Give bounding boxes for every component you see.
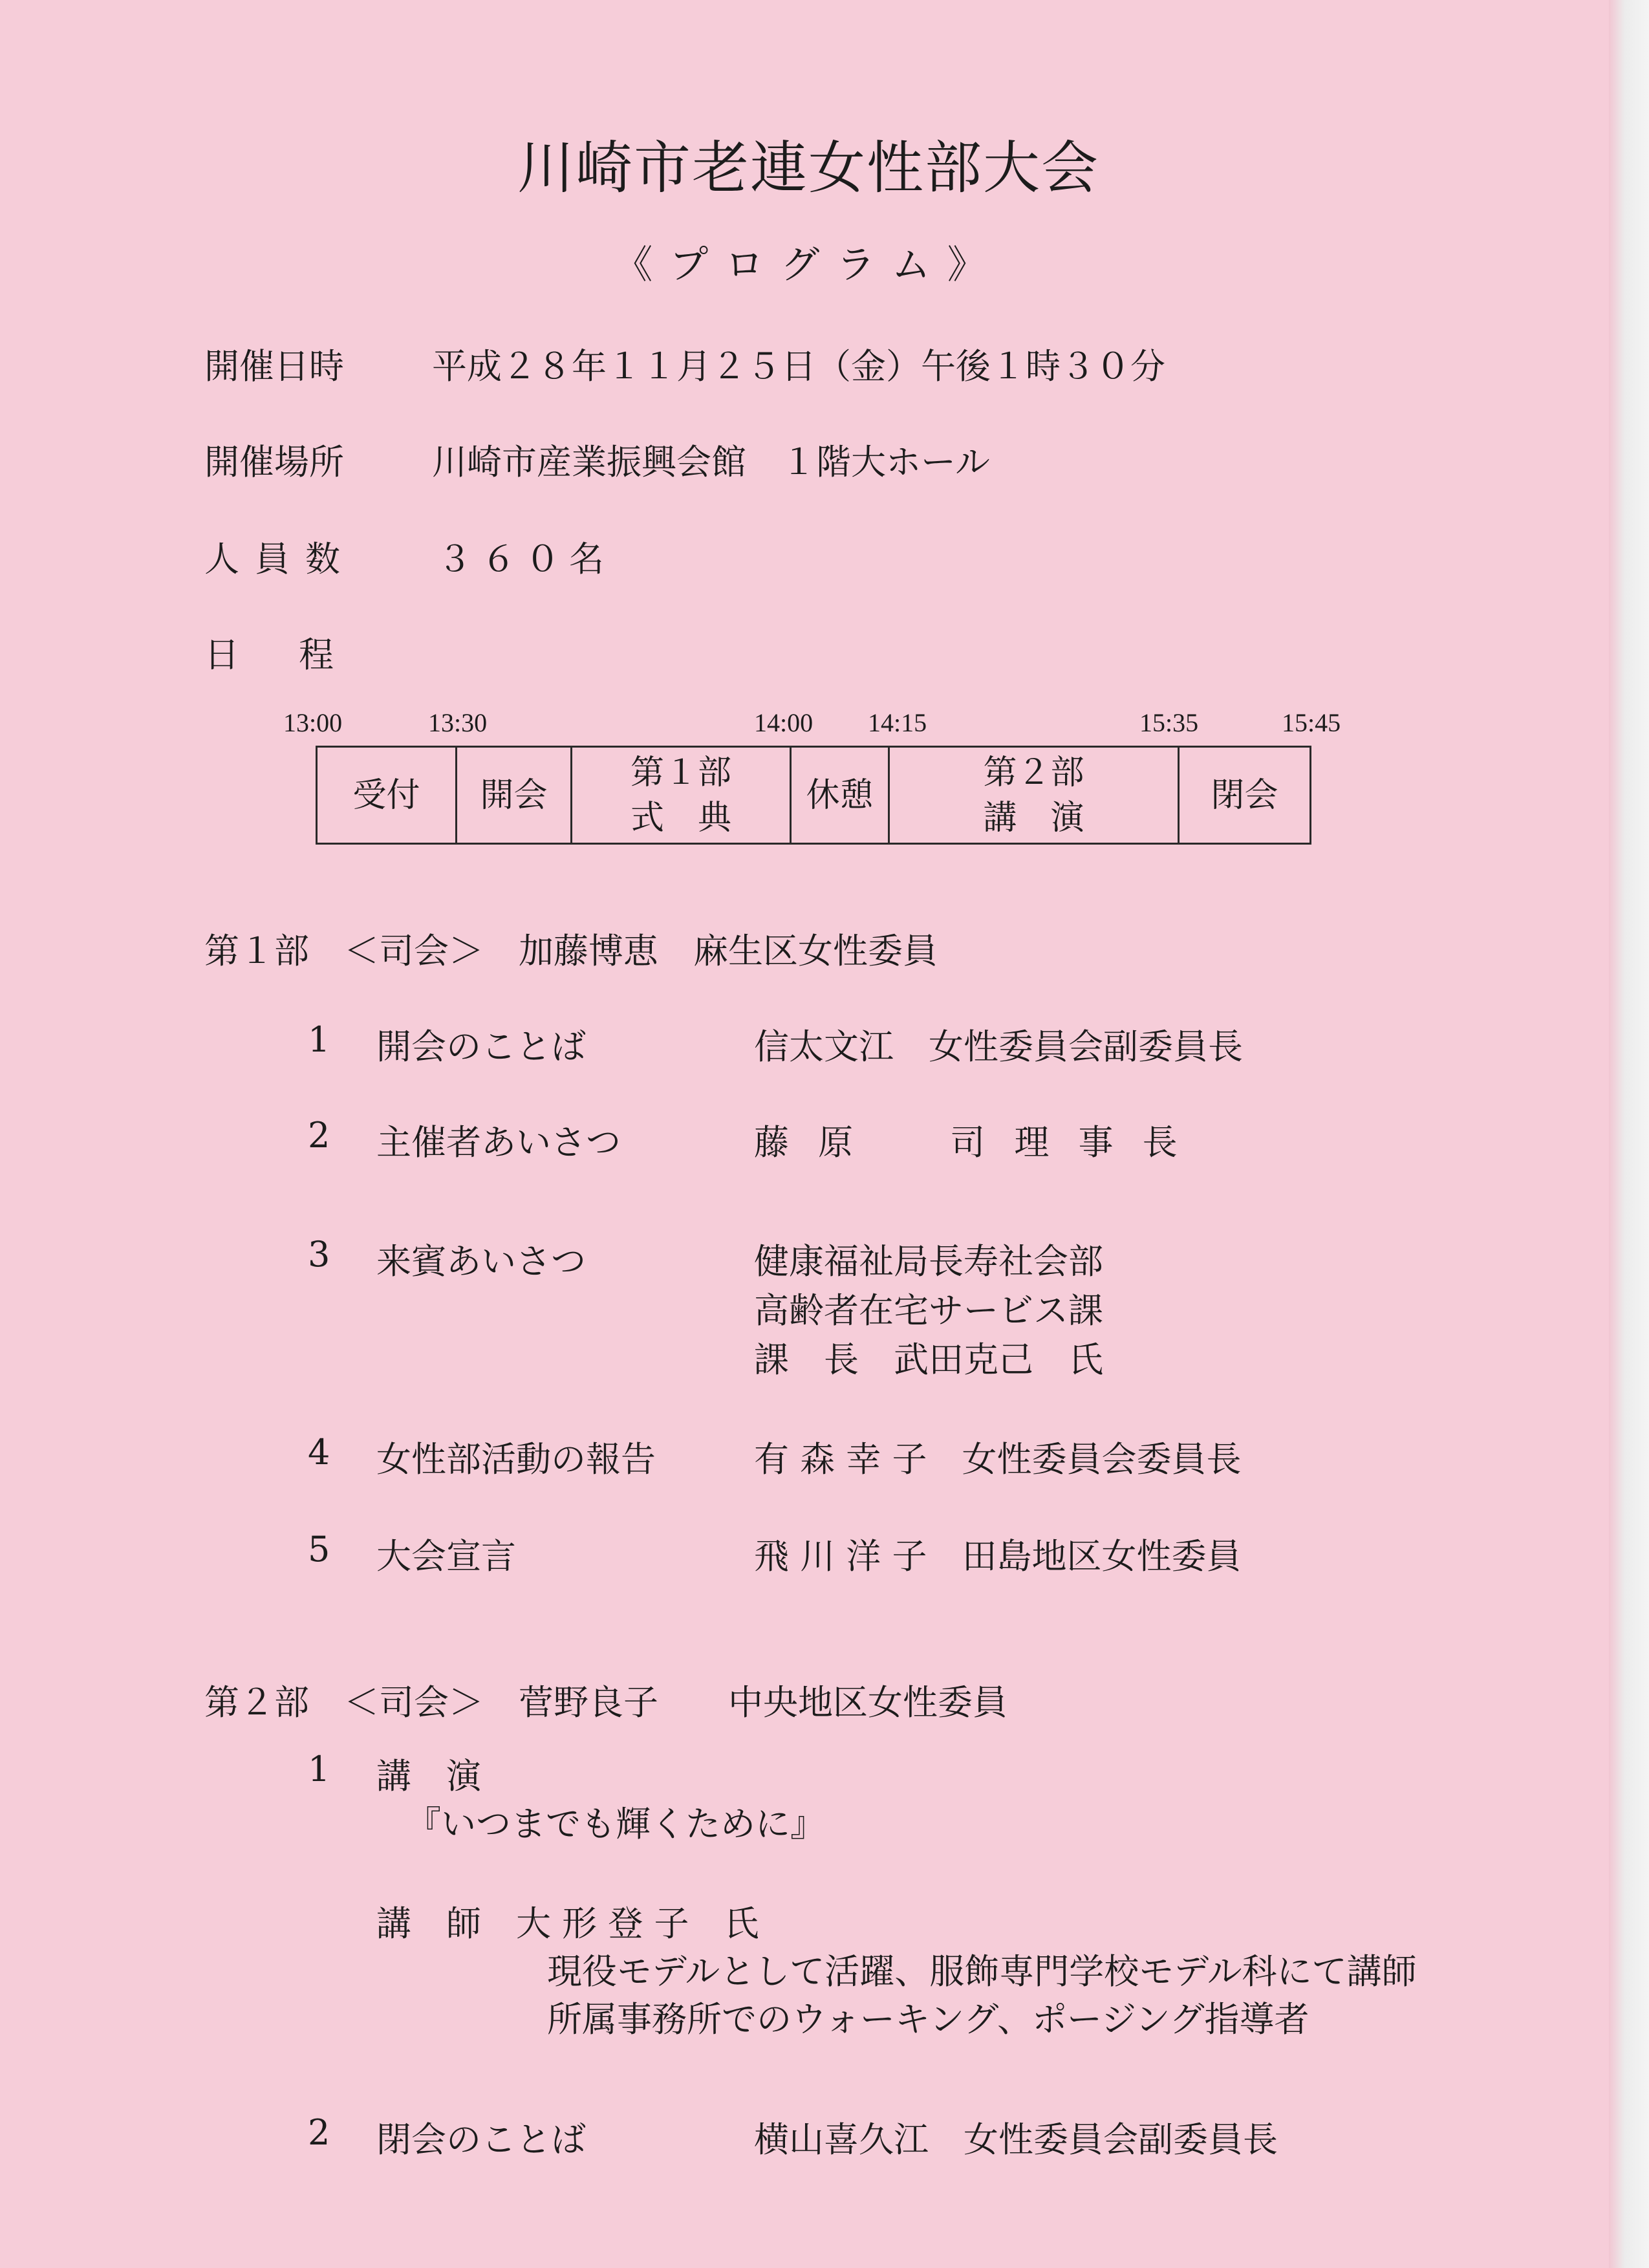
place-value: 川崎市産業振興会館 １階大ホール xyxy=(432,442,990,482)
schedule-time: 13:00 xyxy=(283,708,343,737)
cell-text: 休憩 xyxy=(806,775,874,815)
item-number: 2 xyxy=(308,2112,330,2153)
item-person: 信太文江 女性委員会副委員長 xyxy=(754,1026,1243,1067)
page-subtitle: 《プログラム》 xyxy=(614,243,1003,288)
lecturer-profile-line: 所属事務所でのウォーキング、ポージング指導者 xyxy=(547,1999,1310,2040)
lecturer: 講 師 大 形 登 子 氏 xyxy=(376,1903,759,1944)
schedule-time: 13:30 xyxy=(428,708,488,737)
item-person: 有 森 幸 子 女性委員会委員長 xyxy=(754,1439,1242,1480)
item-person-line: 課 長 武田克己 氏 xyxy=(754,1339,1103,1380)
schedule-cell-closing xyxy=(1179,747,1311,844)
item-label: 閉会のことば xyxy=(376,2119,586,2160)
part2-heading: 第２部 ＜司会＞ 菅野良子 中央地区女性委員 xyxy=(204,1682,1008,1723)
item-label: 講 演 xyxy=(376,1756,481,1797)
part1-heading: 第１部 ＜司会＞ 加藤博恵 麻生区女性委員 xyxy=(204,931,938,971)
lecturer-profile-line: 現役モデルとして活躍、服飾専門学校モデル科にて講師 xyxy=(547,1951,1417,1992)
cell-text: 閉会 xyxy=(1211,775,1278,815)
item-person: 藤 原 司 理 事 長 xyxy=(754,1122,1187,1163)
page-edge xyxy=(1609,0,1649,2268)
cell-text: 講 演 xyxy=(983,798,1084,837)
item-label: 主催者あいさつ xyxy=(376,1122,621,1163)
item-number: 2 xyxy=(308,1115,330,1156)
cell-text: 第２部 xyxy=(983,753,1084,792)
cell-text: 開会 xyxy=(480,775,548,815)
item-label: 来賓あいさつ xyxy=(376,1241,586,1282)
schedule-cell-opening xyxy=(457,747,572,844)
item-person: 飛 川 洋 子 田島地区女性委員 xyxy=(754,1536,1242,1577)
item-person-line: 健康福祉局長寿社会部 xyxy=(754,1241,1103,1282)
cell-text: 第１部 xyxy=(630,753,731,792)
page-title: 川崎市老連女性部大会 xyxy=(517,135,1099,201)
item-person: 横山喜久江 女性委員会副委員長 xyxy=(754,2119,1278,2160)
date-label: 開催日時 xyxy=(204,346,344,387)
schedule-cell-break xyxy=(791,747,889,844)
schedule-time: 14:00 xyxy=(754,708,814,737)
count-label: 人員数 xyxy=(204,539,356,579)
schedule-cell-reception xyxy=(317,747,457,844)
place-label: 開催場所 xyxy=(204,442,344,482)
count-value: ３６０名 xyxy=(437,539,613,579)
cell-text: 受付 xyxy=(352,775,420,815)
cell-text: 式 典 xyxy=(630,798,731,837)
item-label: 大会宣言 xyxy=(376,1536,516,1577)
item-label: 開会のことば xyxy=(376,1026,586,1067)
item-number: 5 xyxy=(308,1529,330,1570)
schedule-time: 14:15 xyxy=(868,708,927,737)
item-person-line: 高齢者在宅サービス課 xyxy=(754,1290,1103,1331)
schedule-cell-part2 xyxy=(889,747,1179,844)
item-label: 女性部活動の報告 xyxy=(376,1439,656,1480)
lecture-title: 『いつまでも輝くために』 xyxy=(406,1804,825,1844)
item-number: 1 xyxy=(308,1019,330,1060)
item-number: 1 xyxy=(308,1749,330,1789)
schedule-time: 15:45 xyxy=(1282,708,1341,737)
date-value: 平成２８年１１月２５日（金）午後１時３０分 xyxy=(432,346,1165,387)
schedule-cell-part1 xyxy=(572,747,791,844)
schedule-time: 15:35 xyxy=(1139,708,1199,737)
schedule-label: 日程 xyxy=(204,634,393,675)
schedule-table xyxy=(316,746,1311,845)
item-number: 4 xyxy=(308,1432,330,1473)
item-number: 3 xyxy=(308,1234,330,1275)
